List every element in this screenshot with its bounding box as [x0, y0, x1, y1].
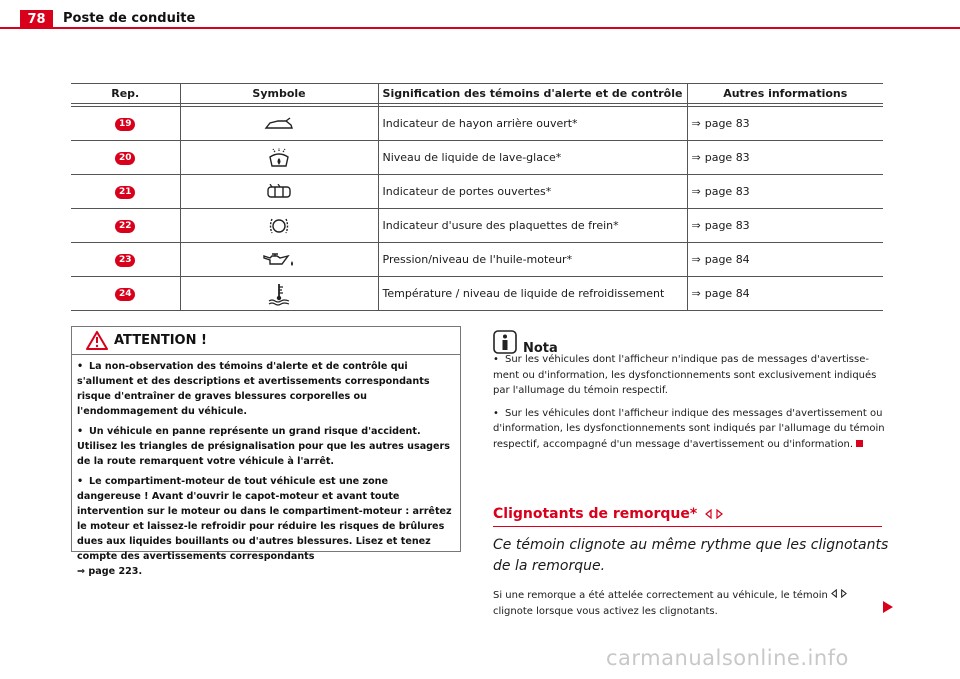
note-item [493, 406, 885, 453]
ref-arrow: ⇒ [691, 151, 701, 164]
table-row [71, 141, 883, 175]
table-row [71, 107, 883, 141]
row-meaning: Pression/niveau de l'huile-moteur* [378, 243, 687, 277]
table-row [71, 277, 883, 311]
row-info: page 83 [704, 185, 750, 198]
attention-item-text: Le compartiment-moteur de tout véhicule est une zone dangereuse ! Avant d'ouvrir le capot-moteur et avant toute intervention sur le moteur ou dans le compartiment-moteur : arrêtez le moteur et laissez-le refroidir pour réduire les risques de brûlures dues aux liquides bouillants ou d'autres blessures. Lisez et tenez compte des avertissements correspondants [77, 476, 452, 562]
table-row [71, 243, 883, 277]
end-marker-icon [856, 440, 863, 447]
row-info: page 83 [704, 151, 750, 164]
ref-arrow: ⇒ [691, 117, 701, 130]
ref-arrow: ⇒ [691, 287, 701, 300]
trailer-para-after: clignote lorsque vous activez les clignotants. [493, 605, 718, 617]
trailer-heading [493, 506, 882, 527]
header-symbol: Symbole [180, 84, 378, 104]
doors-open-icon [266, 184, 292, 200]
ref-arrow: ⇒ [691, 219, 701, 232]
note-title: Nota [523, 341, 558, 356]
attention-item [77, 474, 455, 579]
info-note-icon [493, 330, 517, 354]
header-rule [0, 27, 960, 29]
warning-lights-table [71, 83, 883, 311]
coolant-temperature-icon [267, 282, 291, 306]
row-meaning: Indicateur de portes ouvertes* [378, 175, 687, 209]
note-item [493, 352, 885, 399]
row-info: page 84 [704, 287, 750, 300]
attention-item-text: Un véhicule en panne représente un grand risque d'accident. Utilisez les triangles de présignalisation pour que les autres usagers de la route remarquent votre véhicule à l'arrêt. [77, 426, 450, 467]
bullet: • [77, 426, 84, 437]
oil-pressure-icon [262, 252, 296, 268]
rep-badge: 24 [115, 288, 135, 301]
ref-arrow: ⇒ [691, 253, 701, 266]
rep-badge: 23 [115, 254, 135, 267]
row-meaning: Température / niveau de liquide de refroidissement [378, 277, 687, 311]
table-header-row [71, 84, 883, 104]
trailer-heading-text: Clignotants de remorque* [493, 506, 698, 522]
attention-box [71, 326, 461, 577]
attention-ref: page 223. [88, 566, 143, 577]
tailgate-open-icon [264, 117, 294, 131]
note-item-text: Sur les véhicules dont l'afficheur indique des messages d'avertissement ou d'information, les dysfonctionnements sont indiqués par l'allumage du témoin respectif, accompagné d'un message d'avertissement ou d'information. [493, 407, 885, 450]
trailer-para-before: Si une remorque a été attelée correctement au véhicule, le témoin [493, 590, 828, 601]
ref-arrow: ⇒ [691, 185, 701, 198]
attention-item-text: La non-observation des témoins d'alerte et de contrôle qui s'allument et des descriptions et avertissements correspondants risque d'entraîner de graves blessures corporelles ou l'endommagement du véhicule. [77, 361, 430, 417]
washer-fluid-icon [267, 147, 291, 169]
page-number: 78 [20, 10, 53, 29]
row-meaning: Niveau de liquide de lave-glace* [378, 141, 687, 175]
bullet: • [77, 476, 84, 487]
row-meaning: Indicateur de hayon arrière ouvert* [378, 107, 687, 141]
bullet: • [77, 361, 84, 372]
rep-badge: 22 [115, 220, 135, 233]
table-row [71, 209, 883, 243]
header-info: Autres informations [687, 84, 883, 104]
table-row [71, 175, 883, 209]
trailer-paragraph [493, 588, 873, 619]
row-info: page 83 [704, 219, 750, 232]
attention-item [77, 359, 455, 419]
turn-signal-icon [705, 509, 723, 519]
note-body [493, 352, 885, 459]
page-title: Poste de conduite [63, 11, 196, 26]
header-meaning: Signification des témoins d'alerte et de contrôle [378, 84, 687, 104]
header-rep: Rep. [71, 84, 180, 104]
row-meaning: Indicateur d'usure des plaquettes de frein* [378, 209, 687, 243]
row-info: page 83 [704, 117, 750, 130]
turn-signal-icon [831, 589, 847, 598]
trailer-intro: Ce témoin clignote au même rythme que les clignotants de la remorque. [493, 537, 889, 574]
bullet: • [493, 354, 499, 365]
attention-header [72, 327, 460, 355]
next-page-arrow-icon [883, 601, 893, 613]
row-info: page 84 [704, 253, 750, 266]
attention-item [77, 424, 455, 469]
bullet: • [493, 407, 499, 419]
rep-badge: 20 [115, 152, 135, 165]
attention-title: ATTENTION ! [114, 333, 207, 348]
watermark: carmanualsonline.info [606, 646, 849, 670]
note-item-text: Sur les véhicules dont l'afficheur n'indique pas de messages d'avertisse-ment ou d'information, les dysfonctionnements sont exclusivement indiqués par l'allumage du témoin respectif. [493, 354, 877, 396]
rep-badge: 19 [115, 118, 135, 131]
ref-arrow: ⇒ [77, 566, 86, 577]
rep-badge: 21 [115, 186, 135, 199]
brake-pad-wear-icon [268, 215, 290, 237]
warning-triangle-icon [86, 331, 108, 350]
